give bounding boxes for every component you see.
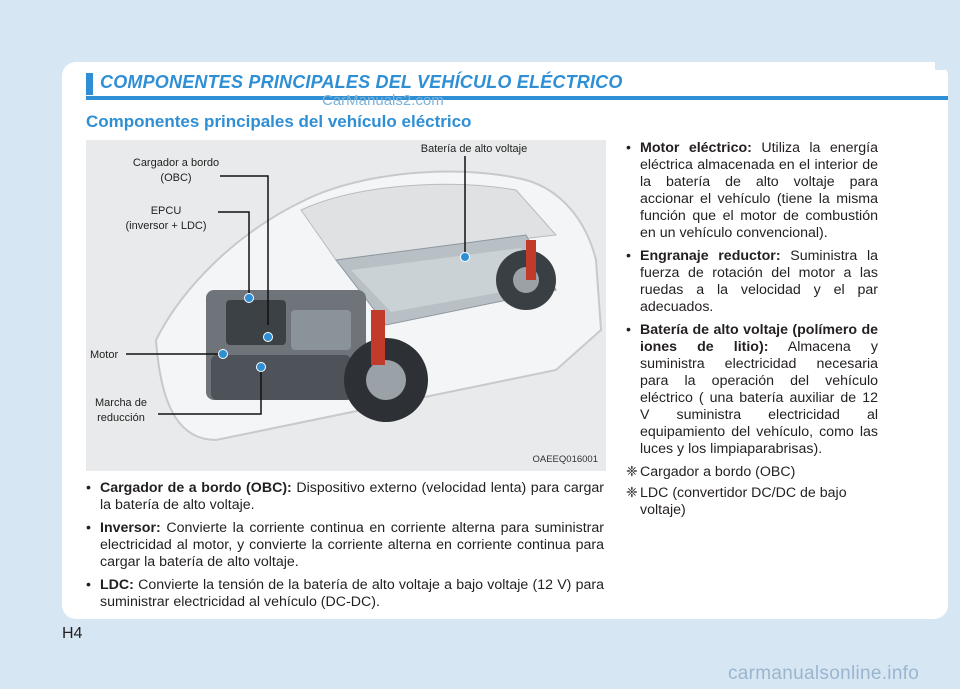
obc-label-line2: (OBC) xyxy=(160,172,192,184)
note-ldc xyxy=(626,485,878,519)
note-obc xyxy=(626,464,878,481)
bullet-inverter xyxy=(86,520,604,571)
bullet-text: Convierte la corriente continua en corriente alterna para suministrar electricidad al motor, y convierte la corriente alterna en corriente continua para cargar la batería de alto voltaje. xyxy=(100,520,604,570)
watermark-text: CarManuals2.com xyxy=(322,92,444,109)
bullet-text: Convierte la tensión de la batería de alto voltaje a bajo voltaje (12 V) para suministrar electricidad al vehículo (DC-DC). xyxy=(100,577,604,610)
note-text: LDC (convertidor DC/DC de bajo voltaje) xyxy=(640,485,847,518)
bullet-term: Batería de alto voltaje (polímero de iones de litio): xyxy=(640,322,878,355)
page-number: H4 xyxy=(62,625,83,642)
bullet-electric-motor xyxy=(626,140,878,242)
bullet-term: Engranaje reductor: xyxy=(640,248,781,264)
figure-code: OAEEQ016001 xyxy=(532,454,598,465)
bullet-dot: • xyxy=(626,248,631,264)
page-notch xyxy=(935,60,960,70)
bullet-text: Dispositivo externo (velocidad lenta) para cargar la batería de alto voltaje. xyxy=(100,480,604,513)
section-rule xyxy=(86,96,948,100)
bullet-term: Motor eléctrico: xyxy=(640,140,752,156)
bullet-term: Inversor: xyxy=(100,520,161,536)
bullet-dot: • xyxy=(626,322,631,338)
obc-label-line1: Cargador a bordo xyxy=(132,157,220,169)
battery-label: Batería de alto voltaje xyxy=(420,143,528,155)
subtitle: Componentes principales del vehículo eléctrico xyxy=(86,112,472,131)
epcu-label-line2: (inversor + LDC) xyxy=(125,220,207,232)
bullet-hv-battery xyxy=(626,322,878,458)
section-bar xyxy=(86,73,93,95)
bullet-reduction-gear xyxy=(626,248,878,316)
bullet-dot: • xyxy=(86,480,91,496)
bullet-ldc xyxy=(86,577,604,611)
bullet-term: Cargador de a bordo (OBC): xyxy=(100,480,292,496)
epcu-label-line1: EPCU xyxy=(150,205,182,217)
bullet-term: LDC: xyxy=(100,577,134,593)
section-title: COMPONENTES PRINCIPALES DEL VEHÍCULO ELÉCTRICO xyxy=(100,72,623,92)
reduction-label-line2: reducción xyxy=(97,412,145,424)
ev-components-figure xyxy=(86,140,606,471)
ev-car-illustration xyxy=(86,140,606,471)
bullet-obc xyxy=(86,480,604,514)
obc-label xyxy=(116,156,236,186)
bullet-dot: • xyxy=(86,520,91,536)
note-mark-icon: ❈ xyxy=(626,485,638,501)
epcu-label xyxy=(106,204,226,234)
note-mark-icon: ❈ xyxy=(626,464,638,480)
reduction-label-line1: Marcha de xyxy=(95,397,147,409)
note-text: Cargador a bordo (OBC) xyxy=(640,464,796,480)
bullet-dot: • xyxy=(626,140,631,156)
bullet-dot: • xyxy=(86,577,91,593)
motor-label: Motor xyxy=(90,349,119,361)
bullet-text: Suministra la fuerza de rotación del motor a las ruedas a la velocidad y el par adecuados. xyxy=(640,248,878,315)
footer-watermark: carmanualsonline.info xyxy=(728,663,920,684)
left-column xyxy=(86,480,604,617)
bullet-text: Utiliza la energía eléctrica almacenada en el interior de la batería de alto voltaje para accionar el vehículo (tiene la misma función que el motor de combustión en un vehículo convencional). xyxy=(640,140,879,241)
reduction-gear-label xyxy=(86,396,156,426)
right-column xyxy=(626,140,878,523)
bullet-text: Almacena y suministra electricidad necesaria para la operación del vehículo eléctrico ( una batería auxiliar de 12 V suministra electricidad al equipamiento del vehículo, como las luces y los limpiaparabrisas). xyxy=(640,339,878,457)
